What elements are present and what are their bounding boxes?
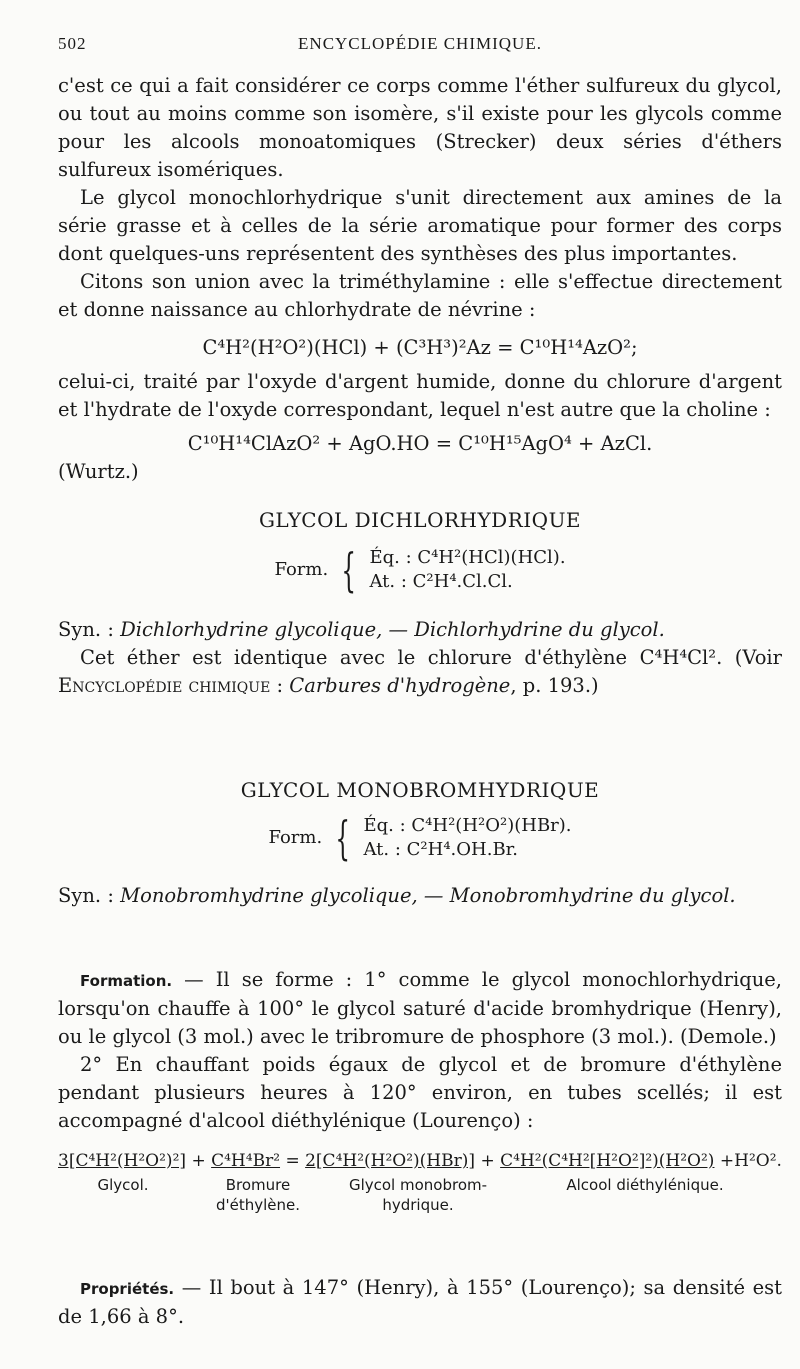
body-text <box>58 72 782 486</box>
form-label: Form. <box>274 559 329 580</box>
syn-text: Monobromhydrine glycolique, — Monobromhydrine du glycol. <box>120 884 736 907</box>
formula-eq: Éq. : C⁴H²(H²O²)(HBr). <box>363 815 572 836</box>
eq-label: Glycol. <box>97 1176 149 1194</box>
paragraph: Citons son union avec la triméthylamine : elle s'effectue directement et donne naissance au chlorhydrate de névrine : <box>58 270 782 321</box>
brace-icon: { <box>341 543 357 597</box>
paragraph <box>58 966 782 1051</box>
paragraph: celui-ci, traité par l'oxyde d'argent humide, donne du chlorure d'argent et l'hydrate de l'oxyde correspondant, lequel n'est autre que la choline : <box>58 370 782 421</box>
eq-term-water: +H²O². <box>719 1151 782 1171</box>
eq-label: d'éthylène. <box>215 1196 301 1214</box>
page-header <box>58 34 782 60</box>
paragraph: 2° En chauffant poids égaux de glycol et de bromure d'éthylène pendant plusieurs heures à 120° environ, en tubes scellés; il est accompagné d'alcool diéthylénique (Lourenço) : <box>58 1053 782 1132</box>
equation-labels <box>58 1175 782 1215</box>
paragraph: Le glycol monochlorhydrique s'unit directement aux amines de la série grasse et à celles de la série aromatique pour former des corps dont quelques-uns représentent des synthèses des plus importantes. <box>58 186 782 265</box>
synonyms <box>58 882 782 910</box>
syn-text: Dichlorhydrine glycolique, — Dichlorhydrine du glycol. <box>120 618 665 641</box>
formation-lead: Formation. <box>80 972 173 990</box>
body-part: , p. 193.) <box>510 674 599 697</box>
proprietes-lead: Propriétés. <box>80 1280 175 1298</box>
section-monobromhydrique <box>58 776 782 910</box>
syn-label: Syn. : <box>58 618 114 641</box>
equation: C¹⁰H¹⁴ClAzO² + AgO.HO = C¹⁰H¹⁵AgO⁴ + AzCl. <box>187 432 653 455</box>
eq-label: Alcool diéthylénique. <box>566 1176 724 1194</box>
eq-term-monobrom: 2[C⁴H²(H²O²)(HBr)] <box>305 1151 476 1171</box>
formula-at: At. : C²H⁴.OH.Br. <box>363 839 519 860</box>
eq-term-bromure: C⁴H⁴Br² <box>211 1151 281 1171</box>
equation: C⁴H²(H²O²)(HCl) + (C³H³)²Az = C¹⁰H¹⁴AzO²; <box>202 336 638 359</box>
section-dichlorhydrique <box>58 506 782 700</box>
synonyms <box>58 616 782 644</box>
eq-operator: = <box>285 1151 300 1171</box>
form-label: Form. <box>268 827 323 848</box>
reaction-equation <box>58 1147 782 1175</box>
body-smallcaps: Encyclopédie chimique <box>58 674 271 697</box>
brace-icon: { <box>335 811 351 865</box>
eq-label: hydrique. <box>382 1196 454 1214</box>
section-proprietes <box>58 1274 782 1331</box>
syn-label: Syn. : <box>58 884 114 907</box>
eq-operator: + <box>480 1151 495 1171</box>
body-part: Cet éther est identique avec le chlorure d'éthylène C⁴H⁴Cl². (Voir <box>80 646 782 669</box>
formula-block <box>58 811 782 865</box>
eq-label: Glycol monobrom- <box>348 1176 488 1194</box>
section-formation <box>58 966 782 1215</box>
running-title: ENCYCLOPÉDIE CHIMIQUE. <box>298 34 542 53</box>
formula-block <box>58 543 782 597</box>
page-number: 502 <box>58 34 87 53</box>
formula-eq: Éq. : C⁴H²(HCl)(HCl). <box>369 547 566 568</box>
paragraph: c'est ce qui a fait considérer ce corps comme l'éther sulfureux du glycol, ou tout au moins comme son isomère, s'il existe pour les glycols comme pour les alcools monoatomiques (Strecker) deux séries d'éthers sulfureux isomériques. <box>58 74 782 181</box>
body-italic: Carbures d'hydrogène <box>289 674 511 697</box>
proprietes-text: — Il bout à 147° (Henry), à 155° (Lourenço); sa densité est de 1,66 à 8°. <box>58 1276 782 1328</box>
formula-at: At. : C²H⁴.Cl.Cl. <box>369 571 513 592</box>
eq-operator: + <box>191 1151 206 1171</box>
eq-term-alcool: C⁴H²(C⁴H²[H²O²]²)(H²O²) <box>500 1151 715 1171</box>
paragraph <box>58 644 782 700</box>
formation-text: — Il se forme : 1° comme le glycol monochlorhydrique, lorsqu'on chauffe à 100° le glycol saturé d'acide bromhydrique (Henry), ou le glycol (3 mol.) avec le tribromure de phosphore (3 mol.). (Demole.) <box>58 968 782 1048</box>
eq-term-glycol: 3[C⁴H²(H²O²)²] <box>58 1151 187 1171</box>
section-title: GLYCOL MONOBROMHYDRIQUE <box>240 778 600 802</box>
eq-label: Bromure <box>225 1176 291 1194</box>
citation: (Wurtz.) <box>58 460 139 483</box>
body-part: : <box>270 674 290 697</box>
section-title: GLYCOL DICHLORHYDRIQUE <box>258 508 582 532</box>
paragraph <box>58 1274 782 1331</box>
